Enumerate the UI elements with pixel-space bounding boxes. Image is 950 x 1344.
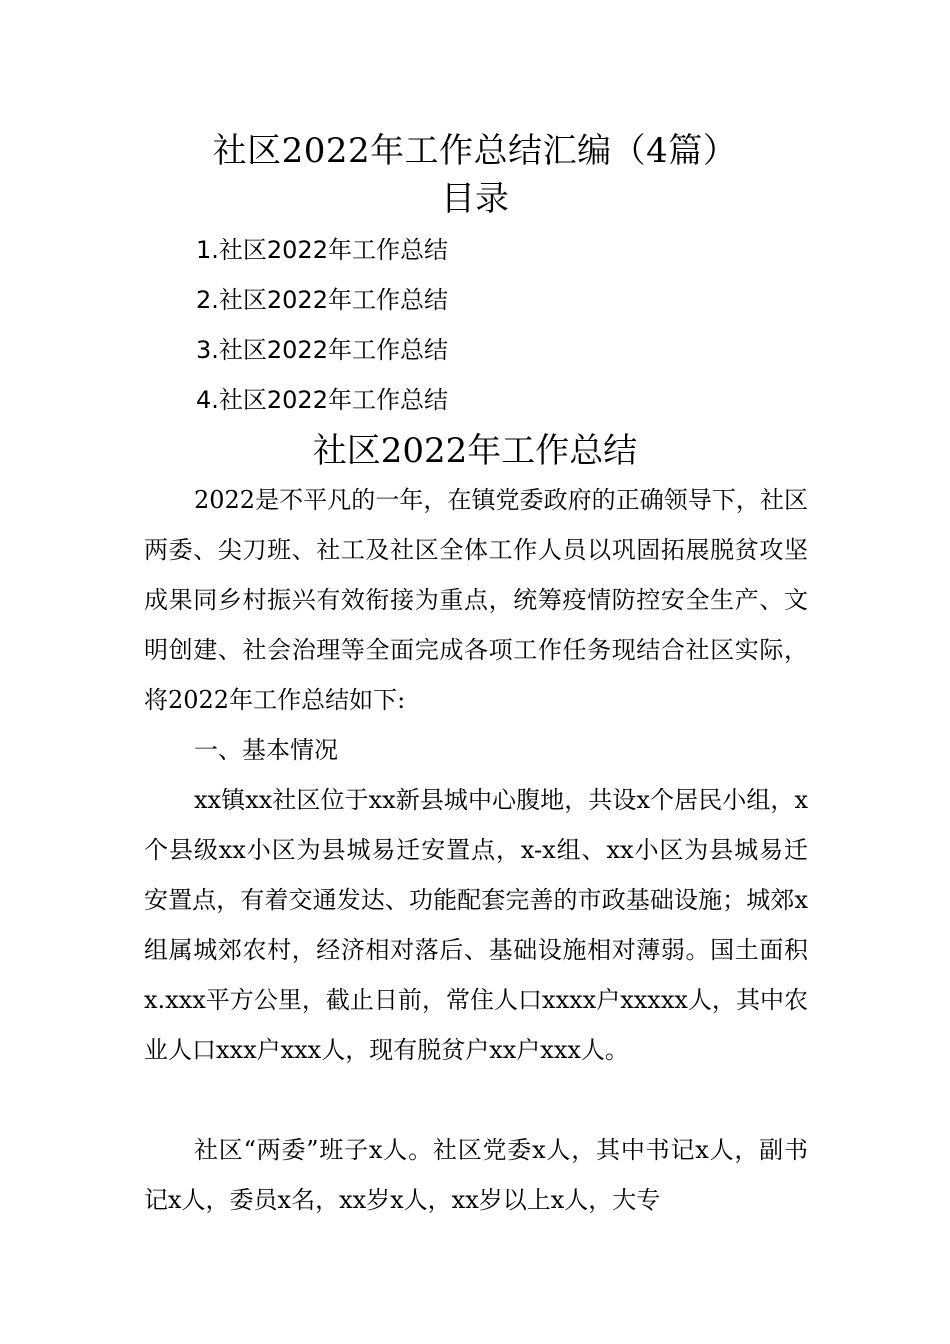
basic-situation-paragraph: xx镇xx社区位于xx新县城中心腹地，共设x个居民小组，x个县级xx小区为县城易迁安置点，x-x组、xx小区为县城易迁安置点，有着交通发达、功能配套完善的市政基础设施；城郊x组属城郊农村，经济相对落后、基础设施相对薄弱。国土面积x.xxx平方公里，截止日前，常住人口xxxx户xxxxx人，其中农业人口xxx户xxx人，现有脱贫户xx户xxx人。	[144, 786, 808, 1064]
document-title: 社区2022年工作总结汇编（4篇）	[212, 131, 738, 171]
committee-paragraph: 社区“两委”班子x人。社区党委x人，其中书记x人，副书记x人，委员x名，xx岁x人，xx岁以上x人，大专	[144, 1136, 808, 1214]
toc-item-1: 1.社区2022年工作总结	[196, 236, 448, 264]
table-of-contents	[196, 228, 448, 428]
toc-item-3: 3.社区2022年工作总结	[196, 336, 448, 364]
toc-item-2: 2.社区2022年工作总结	[196, 286, 448, 314]
toc-item-4: 4.社区2022年工作总结	[196, 386, 448, 414]
subheading-basic-situation: 一、基本情况	[194, 736, 338, 764]
toc-heading: 目录	[441, 179, 509, 219]
section-title: 社区2022年工作总结	[312, 431, 638, 471]
intro-paragraph: 2022是不平凡的一年，在镇党委政府的正确领导下，社区两委、尖刀班、社工及社区全体工作人员以巩固拓展脱贫攻坚成果同乡村振兴有效衔接为重点，统筹疫情防控安全生产、文明创建、社会治理等全面完成各项工作任务现结合社区实际，将2022年工作总结如下:	[144, 486, 808, 714]
